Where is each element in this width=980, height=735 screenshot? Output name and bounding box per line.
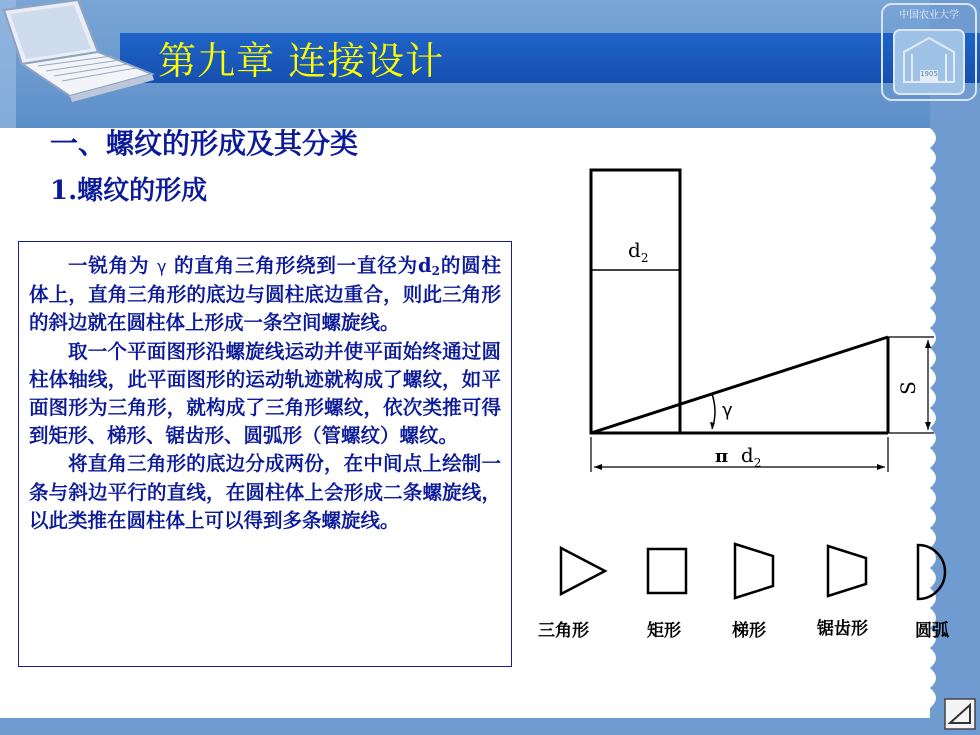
chapter-title: 第九章 连接设计 (158, 39, 445, 83)
paragraph-3: 将直角三角形的底边分成两份，在中间点上绘制一条与斜边平行的直线，在圆柱体上会形成二条螺旋线，以此类推在圆柱体上可以得到多条螺旋线。 (29, 452, 501, 532)
s-label: S (896, 381, 920, 395)
back-nav-button[interactable] (944, 698, 976, 730)
logo-text: 中国农业大学 (899, 10, 959, 21)
paragraph-1: 一锐角为 γ 的直角三角形绕到一直径为$d_2$的圆柱体上，直角三角形的底边与圆柱底边重合，则此三角形的斜边就在圆柱体上形成一条空间螺旋线。 (29, 254, 501, 335)
paragraph-2: 取一个平面图形沿螺旋线运动并使平面始终通过圆柱体轴线，此平面图形的运动轨迹就构成了螺纹，如平面图形为三角形，就构成了三角形螺纹，依次类推可得到矩形、梯形、锯齿形、圆弧形（管螺纹）螺纹。 (29, 339, 501, 448)
rectangle-profile-label: 矩形 (647, 621, 681, 641)
arc-profile-shape (918, 545, 945, 599)
arc-profile-label: 圆弧 (915, 621, 949, 641)
sawtooth-profile-label: 锯齿形 (817, 619, 868, 639)
pi-d2-label: π $d_2$ (715, 443, 762, 470)
gamma-label: γ (722, 400, 733, 421)
section-subheading: 1.螺纹的形成 (50, 176, 208, 206)
trapezoid-profile-shape (735, 544, 773, 598)
sawtooth-profile-shape (828, 546, 866, 596)
rectangle-profile-shape (648, 549, 686, 593)
section-heading: 一、螺纹的形成及其分类 (50, 127, 359, 160)
triangle-profile-shape (561, 548, 605, 594)
triangle-profile-label: 三角形 (538, 621, 589, 641)
d2-label: $d_2$ (628, 238, 649, 265)
logo-year: 1905 (920, 70, 938, 78)
trapezoid-profile-label: 梯形 (732, 621, 766, 641)
